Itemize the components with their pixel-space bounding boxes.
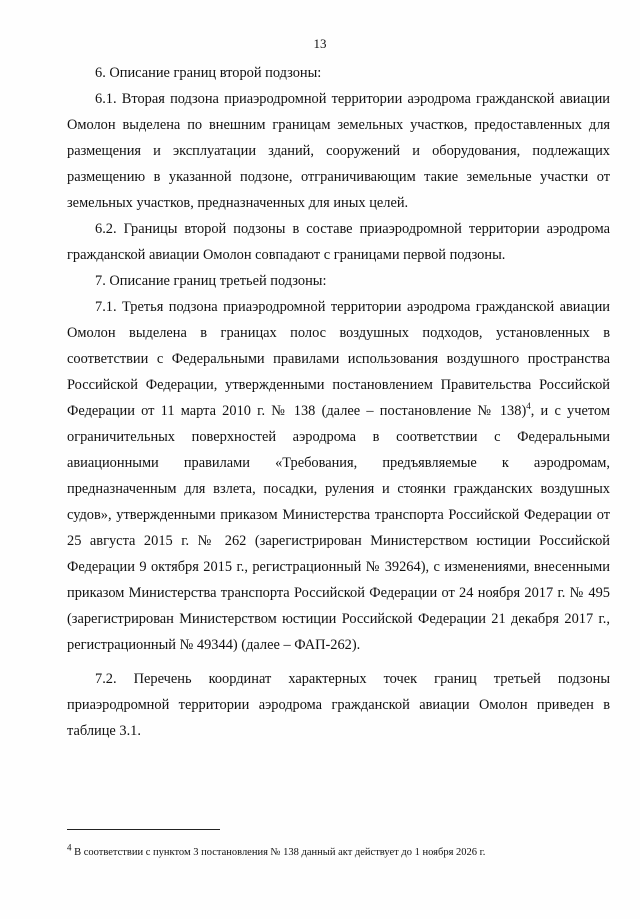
footnote-mark: 4 bbox=[67, 842, 72, 853]
footnote-reference: 4 bbox=[526, 401, 531, 412]
footnote bbox=[67, 842, 610, 860]
page-number: 13 bbox=[313, 36, 327, 51]
footnote-text: В соответствии с пунктом 3 постановления № 138 данный акт действует до 1 ноября 2026 г. bbox=[71, 847, 486, 858]
paragraph-7-1 bbox=[67, 294, 610, 658]
paragraph-6-2: 6.2. Границы второй подзоны в составе приаэродромной территории аэродрома гражданской авиации Омолон совпадают с границами первой подзоны. bbox=[67, 221, 610, 263]
section-7-heading: 7. Описание границ третьей подзоны: bbox=[95, 273, 327, 289]
paragraph-7-2: 7.2. Перечень координат характерных точек границ третьей подзоны приаэродромной территории аэродрома гражданской авиации Омолон приведен в таблице 3.1. bbox=[67, 671, 610, 739]
paragraph-6-1: 6.1. Вторая подзона приаэродромной территории аэродрома гражданской авиации Омолон выделена по внешним границам земельных участков, предоставленных для размещения и эксплуатации зданий, сооружений и оборудования, подлежащих размещению в указанной подзоне, отграничивающим такие земельные участки от земельных участков, предназначенных для иных целей. bbox=[67, 91, 610, 211]
footnote-divider bbox=[67, 829, 220, 830]
document-body bbox=[67, 60, 610, 744]
section-6-heading: 6. Описание границ второй подзоны: bbox=[95, 65, 322, 81]
paragraph-7-1-part-b: , и с учетом ограничительных поверхностей аэродрома в соответствии с Федеральными авиационными правилами «Требования, предъявляемые к аэродромам, предназначенным для взлета, посадки, руления и стоянки гражданских воздушных судов», утвержденными приказом Министерства транспорта Российской Федерации от 25 августа 2015 г. № 262 (зарегистрирован Министерством юстиции Российской Федерации 9 октября 2015 г., регистрационный № 39264), с изменениями, внесенными приказом Министерства транспорта Российской Федерации от 24 ноября 2017 г. № 495 (зарегистрирован Министерством юстиции Российской Федерации 21 декабря 2017 г., регистрационный № 49344) (далее – ФАП-262). bbox=[67, 403, 610, 653]
paragraph-7-1-part-a: 7.1. Третья подзона приаэродромной территории аэродрома гражданской авиации Омолон выделена в границах полос воздушных подходов, установленных в соответствии с Федеральными правилами использования воздушного пространства Российской Федерации, утвержденными постановлением Правительства Российской Федерации от 11 марта 2010 г. № 138 (далее – постановление № 138) bbox=[67, 299, 610, 419]
